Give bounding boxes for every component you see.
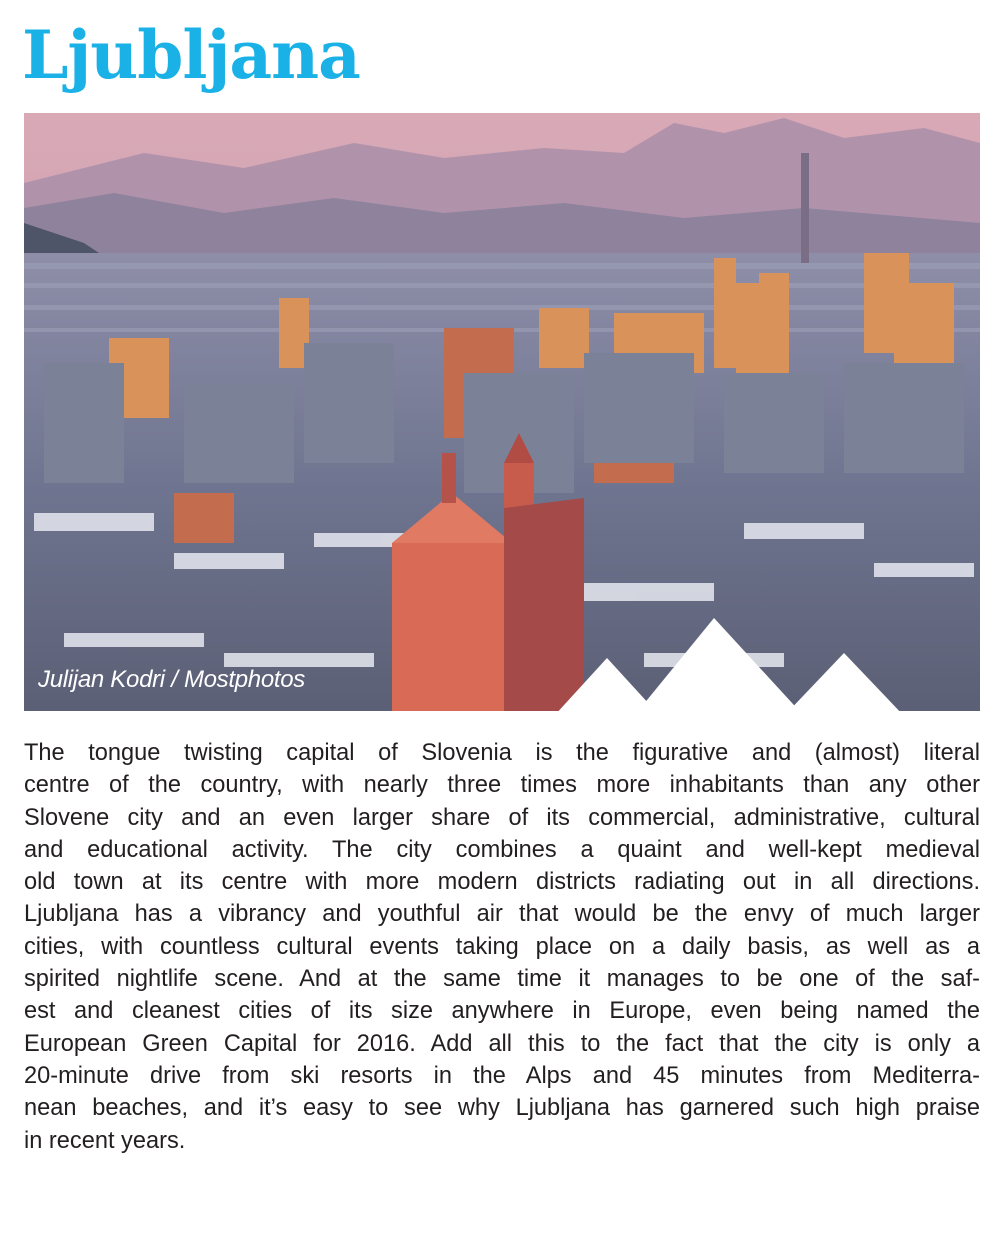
- body-line: Slovene city and an even larger share of its commercial, administrative, cultural: [24, 804, 980, 831]
- body-line: 20-minute drive from ski resorts in the Alps and 45 minutes from Mediterra-: [24, 1062, 980, 1089]
- body-line: The tongue twisting capital of Slovenia is the figurative and (almost) literal: [24, 740, 980, 766]
- body-line: and educational activity. The city combines a quaint and well-kept medieval: [24, 836, 980, 863]
- page-title: Ljubljana: [22, 16, 360, 94]
- city-photo-illustration: [24, 113, 980, 716]
- body-line: centre of the country, with nearly three times more inhabitants than any other: [24, 772, 980, 799]
- photo-credit: Julijan Kodri / Mostphotos: [38, 666, 306, 693]
- city-photo: [24, 113, 980, 716]
- body-line: Ljubljana has a vibrancy and youthful air that would be the envy of much larger: [24, 901, 980, 928]
- body-line: European Green Capital for 2016. Add all this to the fact that the city is only a: [24, 1030, 980, 1057]
- body-line: nean beaches, and it’s easy to see why Ljubljana has garnered such high praise: [24, 1095, 980, 1122]
- body-line: spirited nightlife scene. And at the same time it manages to be one of the saf-: [24, 966, 980, 993]
- article-body: [24, 737, 980, 1157]
- body-line: old town at its centre with more modern districts radiating out in all directions.: [24, 869, 980, 896]
- body-line: est and cleanest cities of its size anywhere in Europe, even being named the: [24, 998, 980, 1025]
- body-line: in recent years.: [24, 1127, 186, 1154]
- body-line: cities, with countless cultural events taking place on a daily basis, as well as a: [24, 933, 980, 960]
